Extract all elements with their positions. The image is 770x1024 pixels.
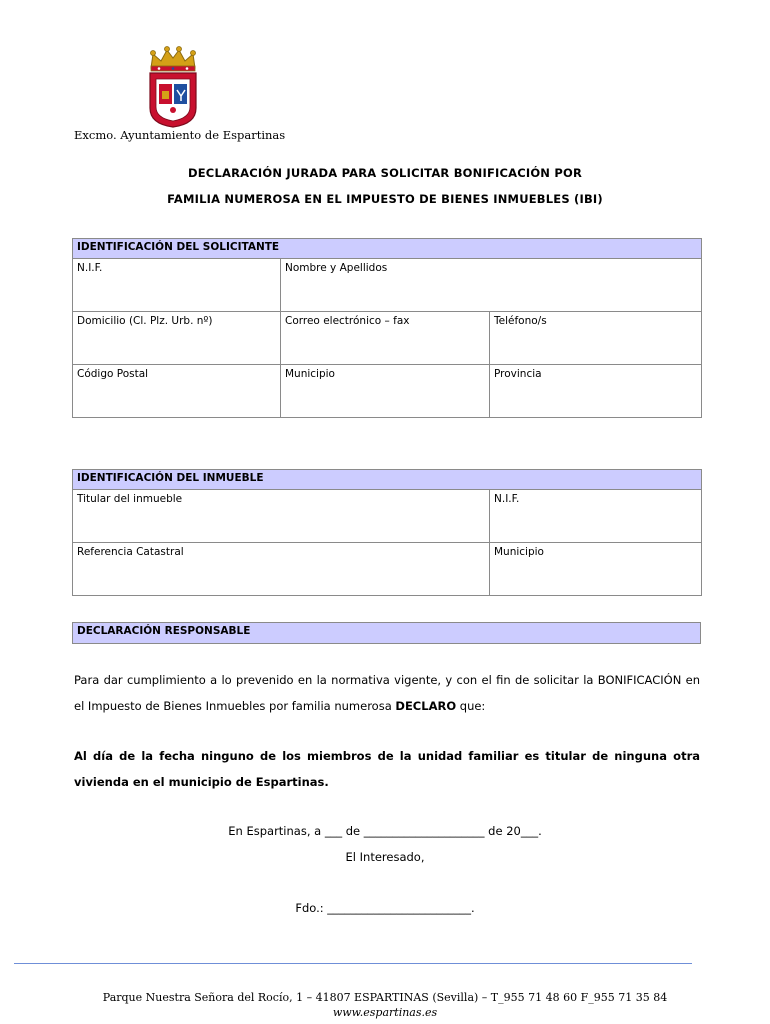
applicant-email-label: Correo electrónico – fax [285,315,410,327]
property-nif-field[interactable] [490,490,702,543]
property-table [72,469,702,596]
document-title-line-2: FAMILIA NUMEROSA EN EL IMPUESTO DE BIENES INMUEBLES (IBI) [167,192,603,206]
property-municipality-field[interactable] [490,543,702,596]
applicant-name-field[interactable] [281,259,702,312]
crown-icon [151,47,196,72]
applicant-province-field[interactable] [490,365,702,418]
place-date-line[interactable]: En Espartinas, a ___ de _____________________ de 20___. [228,824,542,838]
applicant-province-label: Provincia [494,368,542,380]
declaration-text-start: Para dar cumplimiento a lo prevenido en la normativa vigente, y con el fin de solicitar la BONIFICACIÓN en el Impuesto de Bienes Inmuebles por familia numerosa [74,673,700,713]
applicant-table [72,238,702,418]
applicant-name-label: Nombre y Apellidos [285,262,388,274]
declaration-section-heading: DECLARACIÓN RESPONSABLE [72,622,701,644]
declaro-keyword: DECLARO [395,699,457,713]
cadastral-reference-label: Referencia Catastral [77,546,184,558]
organization-name: Excmo. Ayuntamiento de Espartinas [74,128,286,142]
document-title-line-1: DECLARACIÓN JURADA PARA SOLICITAR BONIFICACIÓN POR [188,166,582,180]
property-owner-field[interactable] [73,490,490,543]
applicant-municipality-field[interactable] [281,365,490,418]
footer-website[interactable]: www.espartinas.es [332,1006,438,1019]
property-section-heading: IDENTIFICACIÓN DEL INMUEBLE [73,470,702,490]
applicant-phone-label: Teléfono/s [494,315,547,327]
applicant-phone-field[interactable] [490,312,702,365]
property-municipality-label: Municipio [494,546,544,558]
footer-divider [14,963,692,964]
applicant-section-heading: IDENTIFICACIÓN DEL SOLICITANTE [73,239,702,259]
applicant-address-field[interactable] [73,312,281,365]
cadastral-reference-field[interactable] [73,543,490,596]
applicant-address-label: Domicilio (Cl. Plz. Urb. nº) [77,315,213,327]
footer-address: Parque Nuestra Señora del Rocío, 1 – 41807 ESPARTINAS (Sevilla) – T_955 71 48 60 F_955 71 35 84 [102,991,668,1004]
applicant-nif-field[interactable] [73,259,281,312]
applicant-municipality-label: Municipio [285,368,335,380]
declaration-text-end: que: [456,699,486,713]
signature-line[interactable]: Fdo.: _________________________. [295,901,475,915]
applicant-postal-code-field[interactable] [73,365,281,418]
applicant-postal-code-label: Código Postal [77,368,149,380]
declaration-statement: Al día de la fecha ninguno de los miembros de la unidad familiar es titular de ninguna otra vivienda en el municipio de Espartinas. [74,749,700,789]
declaration-paragraph [74,667,700,719]
interested-party-label: El Interesado, [345,850,425,864]
property-owner-label: Titular del inmueble [77,493,183,505]
property-nif-label: N.I.F. [494,493,520,505]
applicant-nif-label: N.I.F. [77,262,103,274]
applicant-email-field[interactable] [281,312,490,365]
coat-of-arms-icon [143,46,203,128]
